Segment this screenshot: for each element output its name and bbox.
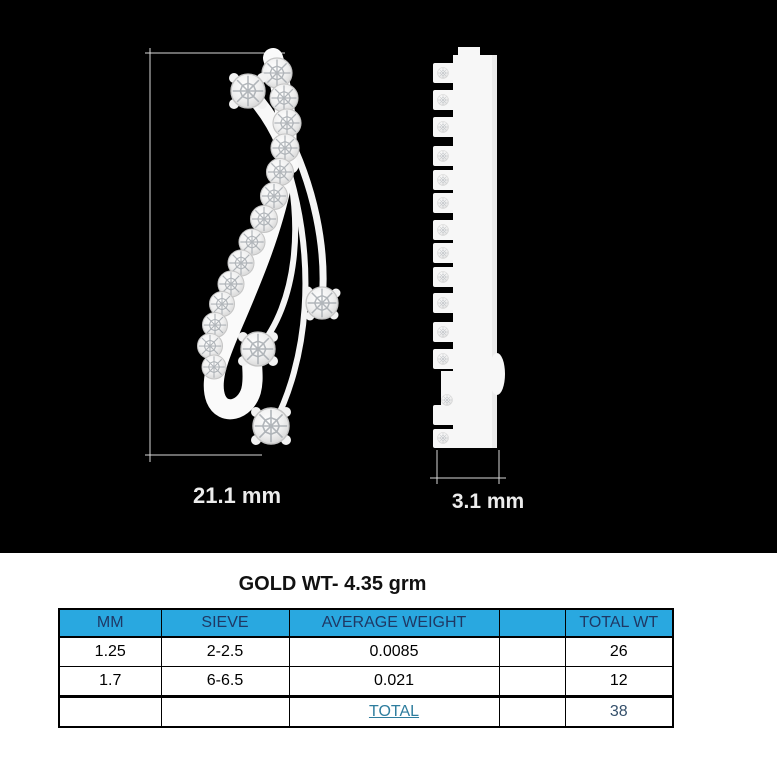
side-profile: [433, 47, 505, 448]
prong-stone-center: [238, 332, 278, 366]
cell-total-wt: 12: [565, 667, 673, 697]
side-view: [430, 47, 506, 484]
side-dimension-bracket: [430, 450, 506, 484]
front-dimension-label: 21.1 mm: [192, 483, 282, 508]
cell-sieve: 2-2.5: [161, 637, 289, 667]
total-label: TOTAL: [289, 697, 499, 728]
gold-weight-title: GOLD WT- 4.35 grm: [238, 573, 427, 595]
cell-sieve: [161, 697, 289, 728]
cell-blank: [499, 637, 565, 667]
col-header-mm: MM: [59, 609, 161, 637]
cell-avg-wt: 0.0085: [289, 637, 499, 667]
col-header-total-wt: TOTAL WT: [565, 609, 673, 637]
col-header-average-weight: AVERAGE WEIGHT: [289, 609, 499, 637]
front-view: [145, 48, 341, 462]
table-header-row: [59, 609, 673, 637]
cell-blank: [499, 697, 565, 728]
prong-stone-bottom: [251, 407, 291, 445]
cell-sieve: 6-6.5: [161, 667, 289, 697]
prong-stone-top: [229, 73, 267, 109]
col-header-sieve: SIEVE: [161, 609, 289, 637]
cell-avg-wt: 0.021: [289, 667, 499, 697]
col-header-blank: [499, 609, 565, 637]
table-row: [59, 667, 673, 697]
cell-mm: 1.25: [59, 637, 161, 667]
total-stones-value: 38: [565, 697, 673, 728]
table-row: [59, 637, 673, 667]
cell-blank: [499, 667, 565, 697]
cell-mm: 1.7: [59, 667, 161, 697]
cell-mm: [59, 697, 161, 728]
table-total-row: [59, 697, 673, 728]
prong-stone-right: [304, 287, 341, 321]
stone-weights-table: [58, 608, 674, 728]
side-dimension-label: 3.1 mm: [451, 490, 525, 513]
cell-total-wt: 26: [565, 637, 673, 667]
